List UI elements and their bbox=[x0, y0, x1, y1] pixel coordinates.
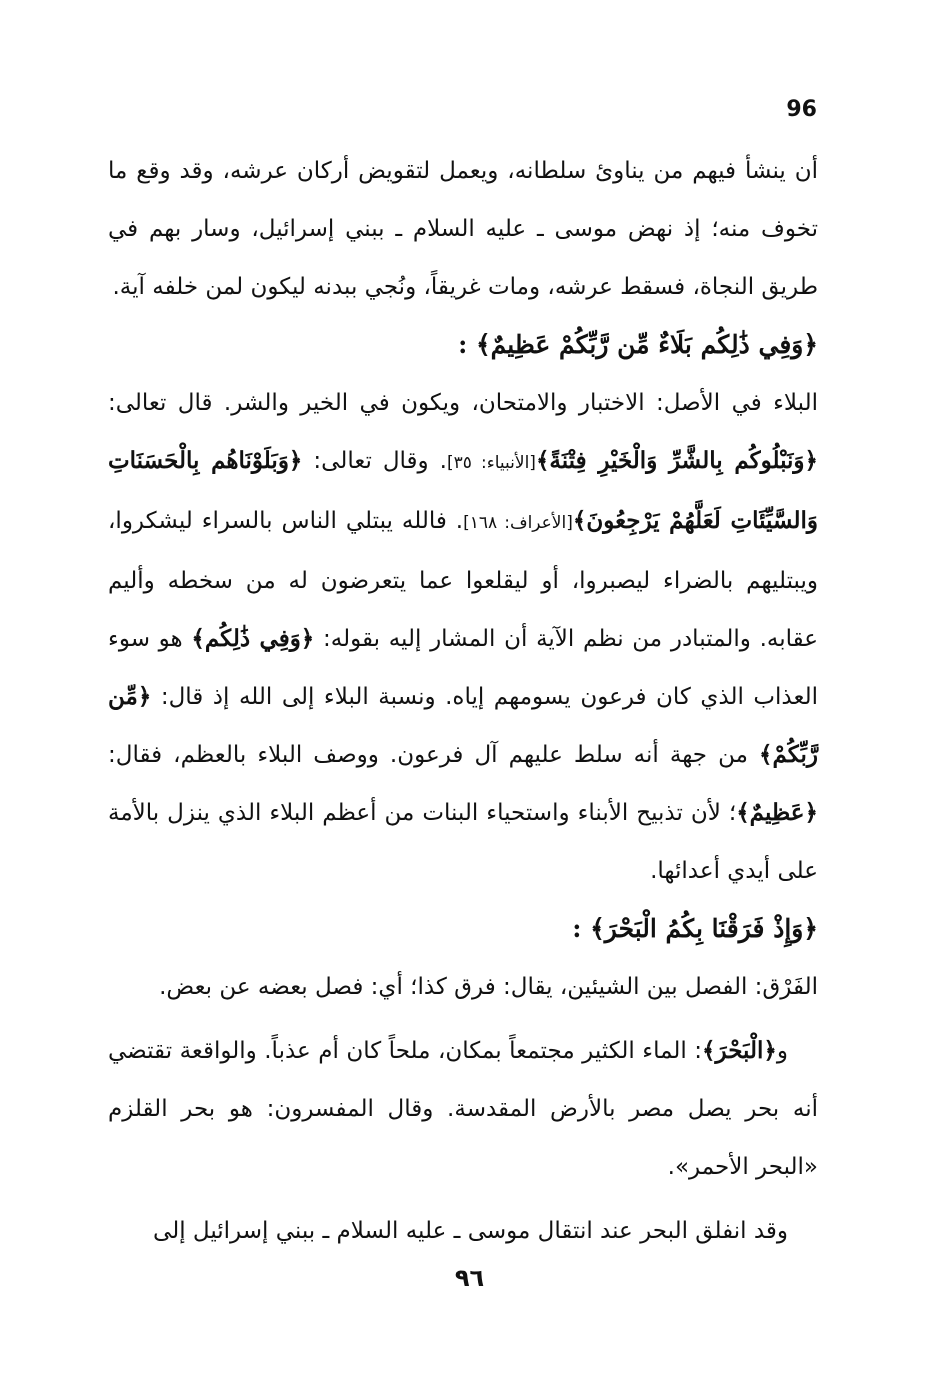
page-number-bottom: ٩٦ bbox=[454, 1264, 485, 1292]
verse-heading-trial: ﴿وَفِي ذَٰلِكُم بَلَاءٌ مِّن رَّبِّكُمْ عَظِيمٌ﴾ : bbox=[458, 330, 818, 359]
verse-reference: [الأنبياء: ٣٥] bbox=[446, 453, 536, 473]
quran-quote: ﴿عَظِيمٌ﴾ bbox=[736, 799, 818, 826]
quran-quote: ﴿مِّن رَّبِّكُمْ﴾ bbox=[108, 683, 818, 768]
verse-heading-sea: ﴿وَإِذْ فَرَقْنَا بِكُمُ الْبَحْرَ﴾ : bbox=[572, 914, 818, 943]
text-segment: : الماء الكثير مجتمعاً بمكان، ملحاً كان أم عذباً. والواقعة تقتضي أنه بحر يصل مصر بالأرض المقدسة. وقال المفسرون: هو بحر القلزم «البحر الأحمر». bbox=[108, 1038, 818, 1180]
quran-quote: ﴿الْبَحْرَ﴾ bbox=[702, 1037, 777, 1064]
quran-quote: ﴿وَفِي ذَٰلِكُم﴾ bbox=[191, 625, 315, 652]
verse-reference: [الأعراف: ١٦٨] bbox=[463, 513, 573, 533]
text-segment: من جهة أنه سلط عليهم آل فرعون. ووصف البلاء بالعظم، فقال: bbox=[108, 742, 759, 768]
page-body bbox=[108, 142, 818, 1260]
paragraph-separation: الفَرْق: الفصل بين الشيئين، يقال: فرق كذا؛ أي: فصل بعضه عن بعض. bbox=[159, 974, 818, 1000]
quran-quote: ﴿وَنَبْلُوكُم بِالشَّرِّ وَالْخَيْرِ فِتْنَةً﴾ bbox=[535, 447, 818, 474]
text-segment: البلاء في الأصل: الاختبار والامتحان، ويكون في الخير والشر. قال تعالى: bbox=[108, 390, 818, 416]
text-segment: . وقال تعالى: bbox=[302, 448, 447, 474]
page-number-top: 96 bbox=[786, 97, 817, 122]
text-segment: . فالله يبتلي الناس بالسراء ليشكروا، ويبتليهم بالضراء ليصبروا، أو ليقلعوا عما يتعرضون له من سخطه وأليم عقابه. والمتبادر من نظم الآية أن المشار إليه بقوله: bbox=[108, 508, 818, 652]
paragraph-sea bbox=[108, 1022, 818, 1196]
paragraph-intro: أن ينشأ فيهم من يناوئ سلطانه، ويعمل لتقويض أركان عرشه، وقد وقع ما تخوف منه؛ إذ نهض موسى ـ عليه السلام ـ ببني إسرائيل، وسار بهم في طريق النجاة، فسقط عرشه، ومات غريقاً، ونُجي ببدنه ليكون لمن خلفه آية. bbox=[108, 158, 818, 300]
text-segment: ؛ لأن تذبيح الأبناء واستحياء البنات من أعظم البلاء الذي ينزل بالأمة على أيدي أعدائها. bbox=[108, 800, 818, 884]
text-segment: و bbox=[776, 1038, 788, 1064]
text-segment: هو سوء العذاب الذي كان فرعون يسومهم إياه. ونسبة البلاء إلى الله إذ قال: bbox=[108, 626, 818, 710]
paragraph-sea-split: وقد انفلق البحر عند انتقال موسى ـ عليه السلام ـ ببني إسرائيل إلى bbox=[153, 1218, 788, 1244]
quran-quote: ﴿وَبَلَوْنَاهُم بِالْحَسَنَاتِ وَالسَّيِّئَاتِ لَعَلَّهُمْ يَرْجِعُونَ﴾ bbox=[108, 447, 819, 534]
paragraph-trial-explanation bbox=[108, 374, 818, 900]
